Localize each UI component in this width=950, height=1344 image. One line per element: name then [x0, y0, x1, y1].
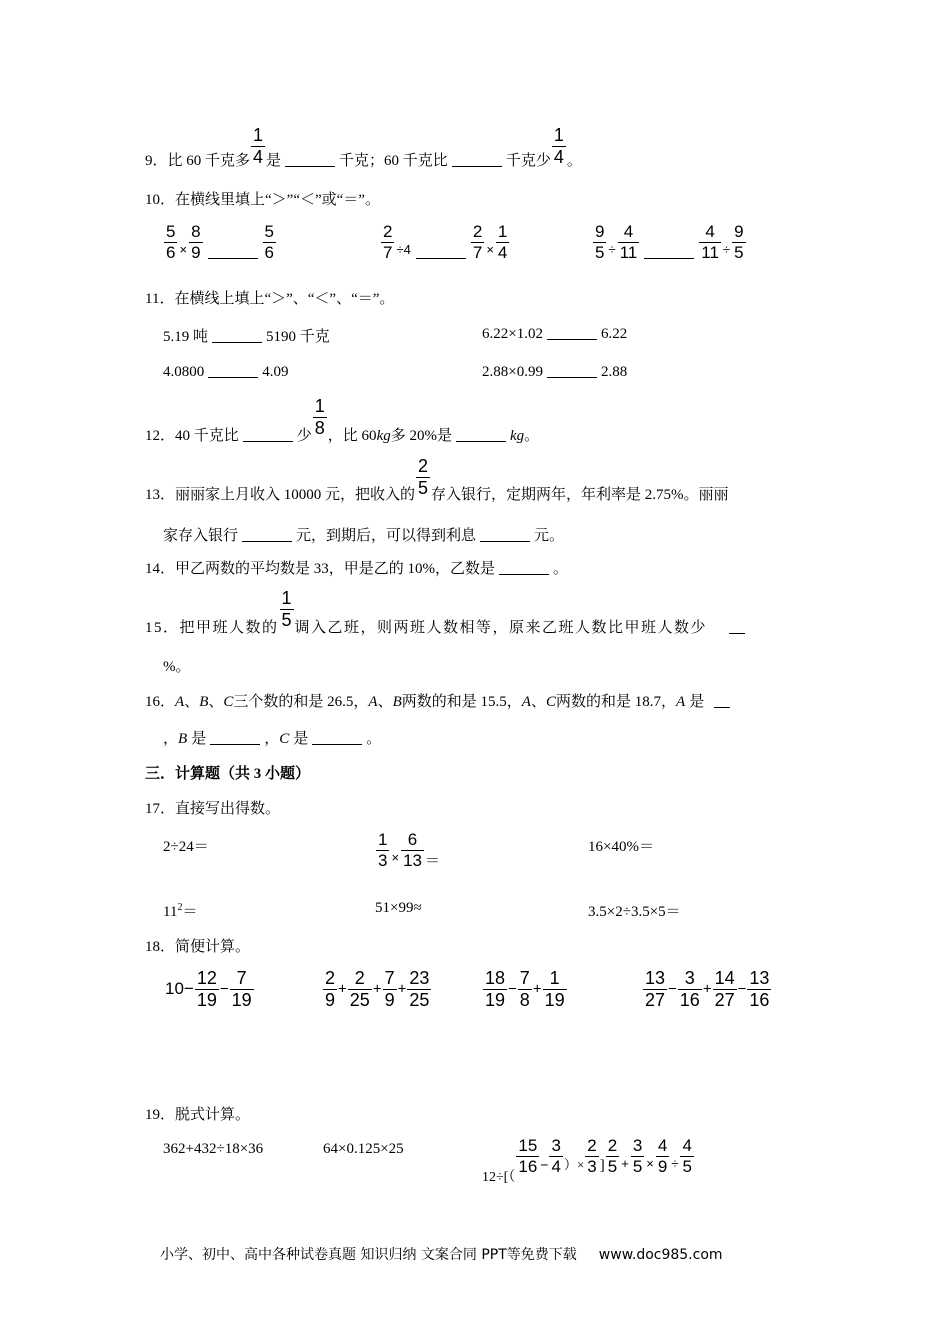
- q16-line-1: 16．A、B、C三个数的和是 26.5，A、B两数的和是 15.5，A、C两数的和是 18.7，A 是: [145, 690, 734, 711]
- q17-b: $\frac{1}{3}$ × $\frac{6}{13}$ ＝: [378, 830, 440, 870]
- q10-blank-1[interactable]: [208, 244, 258, 259]
- q10-blank-3[interactable]: [644, 244, 694, 259]
- q19-c: 12÷[（ $\frac{15}{16}$ − $\frac{3}{4}$ ）× $\frac{2}{3}$ ] $\frac{2}{5}$ + $\frac{3}{5}$ × $\frac{4}{9}$ ÷ $\frac{4}{5}$: [482, 1136, 692, 1186]
- q17-stem: 17．直接写出得数。: [145, 801, 281, 817]
- q16-blank-b[interactable]: [210, 730, 260, 745]
- q11-blank-d[interactable]: [547, 363, 597, 378]
- q12-blank-2[interactable]: [456, 427, 506, 442]
- q18-expr-4: $\frac{13}{27}$ − $\frac{3}{16}$ + $\frac{14}{27}$ − $\frac{13}{16}$: [645, 968, 770, 1010]
- q14-blank[interactable]: [499, 560, 549, 575]
- q12-fraction: $\frac{1}{8}$: [314, 396, 325, 438]
- q9-blank-2[interactable]: [452, 152, 502, 167]
- q11-row-b: 6.22×1.02 6.22: [482, 326, 628, 342]
- q16-line-2: ，B 是 ，C 是 。: [163, 731, 382, 747]
- q18-expr-1: 10− $\frac{12}{19}$ − $\frac{7}{19}$: [165, 968, 252, 1010]
- q10-expr-1: $\frac{5}{6}$ × $\frac{8}{9}$ $\frac{5}{6}$: [166, 222, 274, 262]
- q18-expr-3: $\frac{18}{19}$ − $\frac{7}{8}$ + $\frac{1}{19}$: [485, 968, 565, 1010]
- footer-site-link[interactable]: www.doc985.com: [598, 1247, 723, 1263]
- q15-fraction: $\frac{1}{5}$: [281, 588, 292, 630]
- q11-row-a: 5.19 吨 5190 千克: [163, 329, 330, 345]
- q11-row-c: 4.0800 4.09: [163, 364, 289, 380]
- q17-e: 51×99≈: [375, 900, 422, 916]
- q18-stem: 18．简便计算。: [145, 939, 251, 955]
- page-footer: [160, 1244, 723, 1264]
- q19-b: 64×0.125×25: [323, 1141, 404, 1157]
- footer-text: 小学、初中、高中各种试卷真题 知识归纳 文案合同 PPT等免费下载: [160, 1247, 577, 1263]
- q10-stem: 10．在横线里填上“＞”“＜”或“＝”。: [145, 192, 380, 208]
- q17-c: 16×40%＝: [588, 839, 654, 855]
- q14-line: 14．甲乙两数的平均数是 33，甲是乙的 10%，乙数是 。: [145, 561, 569, 577]
- q17-a: 2÷24＝: [163, 839, 209, 855]
- q10-blank-2[interactable]: [416, 244, 466, 259]
- q18-expr-2: $\frac{2}{9}$ + $\frac{2}{25}$ + $\frac{7}{9}$ + $\frac{23}{25}$: [325, 968, 430, 1010]
- q9-fraction-2: $\frac{1}{4}$: [553, 125, 564, 167]
- q11-stem: 11．在横线上填上“＞”、“＜”、“＝”。: [145, 291, 395, 307]
- q15-blank[interactable]: [729, 619, 745, 634]
- q15-line-1: 15．把甲班人数的 $\frac{1}{5}$ 调入乙班，则两班人数相等，原来乙班人数比甲班人数少: [145, 588, 749, 630]
- q19-stem: 19．脱式计算。: [145, 1107, 251, 1123]
- section-3-heading: 三．计算题（共 3 小题）: [145, 766, 311, 782]
- q9-blank-1[interactable]: [285, 152, 335, 167]
- q11-blank-a[interactable]: [212, 328, 262, 343]
- q10-expr-2: $\frac{2}{7}$ ÷4 $\frac{2}{7}$ × $\frac{1}{4}$: [383, 222, 508, 262]
- q15-line-2: %。: [163, 659, 191, 675]
- q19-a: 362+432÷18×36: [163, 1141, 264, 1157]
- q11-blank-b[interactable]: [547, 325, 597, 340]
- q13-blank-2[interactable]: [480, 527, 530, 542]
- q9-fraction: $\frac{1}{4}$: [253, 125, 264, 167]
- q9-text: 9．比 60 千克多: [145, 153, 251, 169]
- q13-fraction: $\frac{2}{5}$: [418, 456, 429, 498]
- q10-expr-3: $\frac{9}{5}$ ÷ $\frac{4}{11}$ $\frac{4}{11}$ ÷ $\frac{9}{5}$: [595, 222, 744, 262]
- q9-line: 9．比 60 千克多 $\frac{1}{4}$ 是 千克；60 千克比 千克少 $\frac{1}{4}$ 。: [145, 125, 582, 169]
- q16-blank-c[interactable]: [312, 730, 362, 745]
- q11-blank-c[interactable]: [208, 363, 258, 378]
- q17-d: $11^2=$: [163, 902, 198, 920]
- q12-blank-1[interactable]: [243, 427, 293, 442]
- q12-line: 12．40 千克比 少 $\frac{1}{8}$ ，比 60kg多 20%是 kg。: [145, 396, 540, 444]
- q13-line-1: 13．丽丽家上月收入 10000 元，把收入的 $\frac{2}{5}$ 存入银行，定期两年，年利率是 2.75%。丽丽: [145, 456, 729, 503]
- q13-blank-1[interactable]: [242, 527, 292, 542]
- q11-row-d: 2.88×0.99 2.88: [482, 364, 628, 380]
- q13-line-2: 家存入银行 元，到期后，可以得到利息 元。: [163, 528, 565, 544]
- q17-f: 3.5×2÷3.5×5＝: [588, 904, 681, 920]
- q16-blank-a[interactable]: [714, 693, 730, 708]
